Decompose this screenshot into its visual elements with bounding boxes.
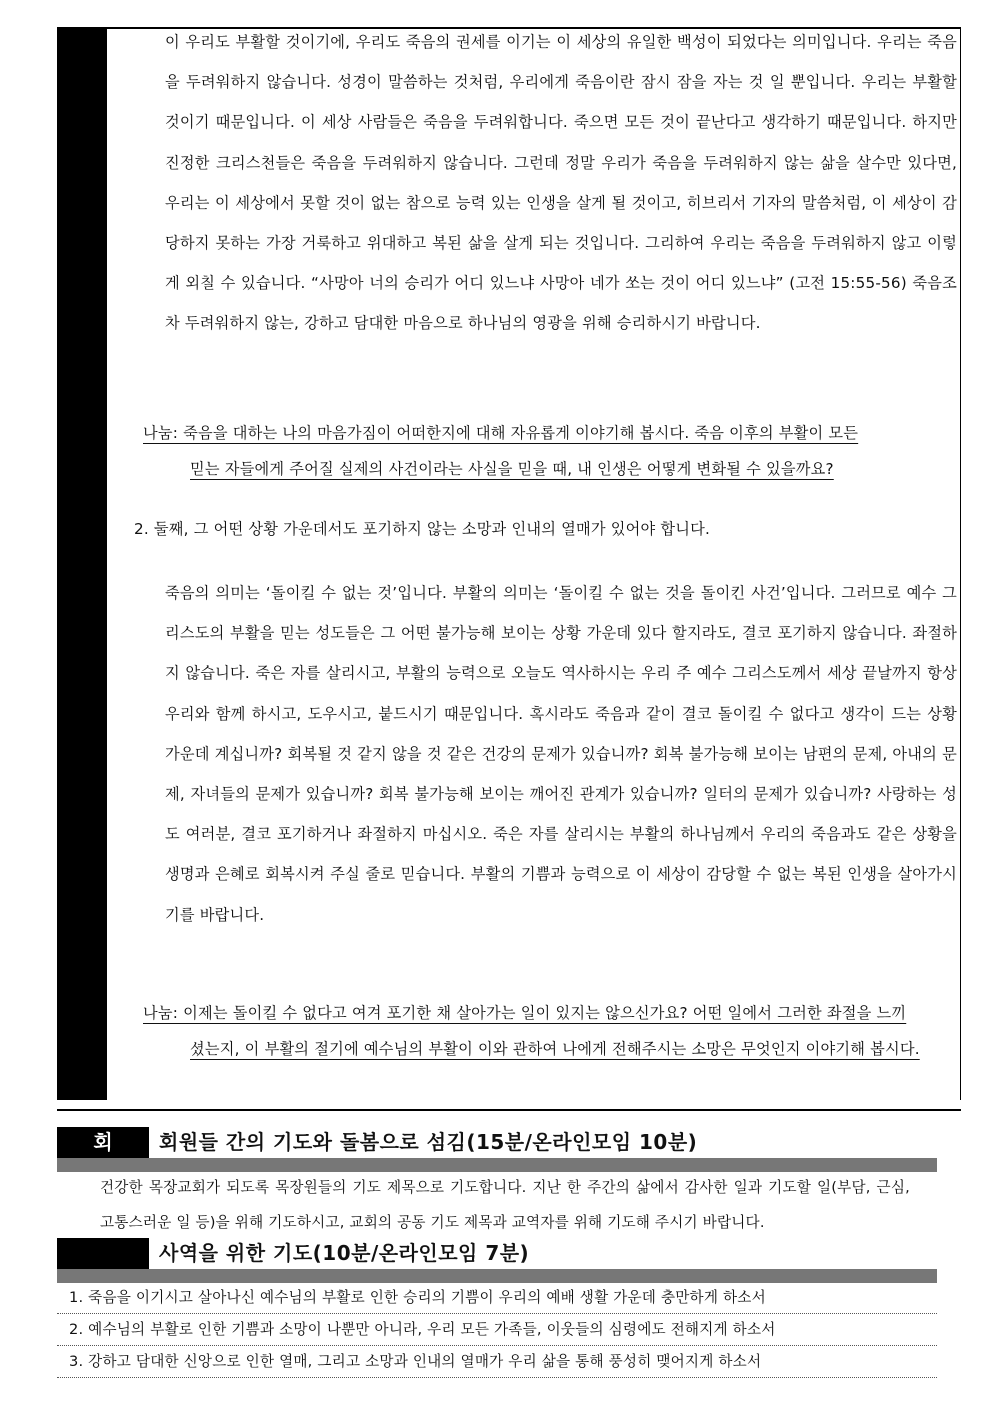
section-2-title: 사역을 위한 기도(10분/온라인모임 7분) <box>159 1241 530 1265</box>
share-question-1 <box>143 415 957 487</box>
section-2-header <box>57 1238 937 1270</box>
share-question-2 <box>143 995 957 1067</box>
left-margin-bar <box>57 27 107 1100</box>
section-1-title: 회원들 간의 기도와 돌봄으로 섬김(15분/온라인모임 10분) <box>159 1130 698 1154</box>
section-2-underbar <box>57 1269 937 1283</box>
prayer-item: 3. 강하고 담대한 신앙으로 인한 열매, 그리고 소망과 인내의 열매가 우리 삶을 통해 풍성히 맺어지게 하소서 <box>57 1346 937 1378</box>
share-question-2-line1: 나눔: 이제는 돌이킬 수 없다고 여겨 포기한 채 살아가는 일이 있지는 않으신가요? 어떤 일에서 그러한 좌절을 느끼 <box>143 1004 907 1022</box>
share-question-1-line1: 나눔: 죽음을 대하는 나의 마음가짐이 어떠한지에 대해 자유롭게 이야기해 봅시다. 죽음 이후의 부활이 모든 <box>143 424 859 442</box>
section-1-text: 건강한 목장교회가 되도록 목장원들의 기도 제목으로 기도합니다. 지난 한 주간의 삶에서 감사한 일과 기도할 일(부담, 근심, 고통스러운 일 등)을 위해 기도하시고, 교회의 공동 기도 제목과 교역자를 위해 기도해 주시기 바랍니다. <box>100 1179 910 1231</box>
prayer-list <box>57 1282 937 1378</box>
point-2-heading: 2. 둘째, 그 어떤 상황 가운데서도 포기하지 않는 소망과 인내의 열매가 있어야 합니다. <box>134 520 711 538</box>
share-question-1-line2: 믿는 자들에게 주어질 실제의 사건이라는 사실을 믿을 때, 내 인생은 어떻게 변화될 수 있을까요? <box>190 460 834 478</box>
section-1-header <box>57 1127 937 1159</box>
prayer-item: 2. 예수님의 부활로 인한 기쁨과 소망이 나뿐만 아니라, 우리 모든 가족들, 이웃들의 심령에도 전해지게 하소서 <box>57 1314 937 1346</box>
share-question-2-line2: 셨는지, 이 부활의 절기에 예수님의 부활이 이와 관하여 나에게 전해주시는 소망은 무엇인지 이야기해 봅시다. <box>190 1040 920 1058</box>
section-2-tag <box>57 1238 149 1270</box>
section-divider <box>57 1109 961 1111</box>
section-1-tag: 회 <box>57 1127 149 1159</box>
body-paragraph-1: 이 우리도 부활할 것이기에, 우리도 죽음의 권세를 이기는 이 세상의 유일한 백성이 되었다는 의미입니다. 우리는 죽음을 두려워하지 않습니다. 성경이 말씀하는 것처럼, 우리에게 죽음이란 잠시 잠을 자는 것 일 뿐입니다. 우리는 부활할 것이기 때문입니다. 이 세상 사람들은 죽음을 두려워합니다. 죽으면 모든 것이 끝난다고 생각하기 때문입니다. 하지만 진정한 크리스천들은 죽음을 두려워하지 않습니다. 그런데 정말 우리가 죽음을 두려워하지 않는 삶을 살수만 있다면, 우리는 이 세상에서 못할 것이 없는 참으로 능력 있는 인생을 살게 될 것이고, 히브리서 기자의 말씀처럼, 이 세상이 감당하지 못하는 가장 거룩하고 위대하고 복된 삶을 살게 되는 것입니다. 그리하여 우리는 죽음을 두려워하지 않고 이렇게 외칠 수 있습니다. “사망아 너의 승리가 어디 있느냐 사망아 네가 쏘는 것이 어디 있느냐” (고전 15:55-56) 죽음조차 두려워하지 않는, 강하고 담대한 마음으로 하나님의 영광을 위해 승리하시기 바랍니다. <box>165 33 957 333</box>
prayer-item: 1. 죽음을 이기시고 살아나신 예수님의 부활로 인한 승리의 기쁨이 우리의 예배 생활 가운데 충만하게 하소서 <box>57 1282 937 1314</box>
body-paragraph-2: 죽음의 의미는 ‘돌이킬 수 없는 것’입니다. 부활의 의미는 ‘돌이킬 수 없는 것을 돌이킨 사건’입니다. 그러므로 예수 그리스도의 부활을 믿는 성도들은 그 어떤 불가능해 보이는 상황 가운데 있다 할지라도, 결코 포기하지 않습니다. 좌절하지 않습니다. 죽은 자를 살리시고, 부활의 능력으로 오늘도 역사하시는 우리 주 예수 그리스도께서 세상 끝날까지 항상 우리와 함께 하시고, 도우시고, 붙드시기 때문입니다. 혹시라도 죽음과 같이 결코 돌이킬 수 없다고 생각이 드는 상황 가운데 계십니까? 회복될 것 같지 않을 것 같은 건강의 문제가 있습니까? 회복 불가능해 보이는 남편의 문제, 아내의 문제, 자녀들의 문제가 있습니까? 회복 불가능해 보이는 깨어진 관계가 있습니까? 일터의 문제가 있습니까? 사랑하는 성도 여러분, 결코 포기하거나 좌절하지 마십시오. 죽은 자를 살리시는 부활의 하나님께서 우리의 죽음과도 같은 상황을 생명과 은혜로 회복시켜 주실 줄로 믿습니다. 부활의 기쁨과 능력으로 이 세상이 감당할 수 없는 복된 인생을 살아가시기를 바랍니다. <box>165 584 957 924</box>
